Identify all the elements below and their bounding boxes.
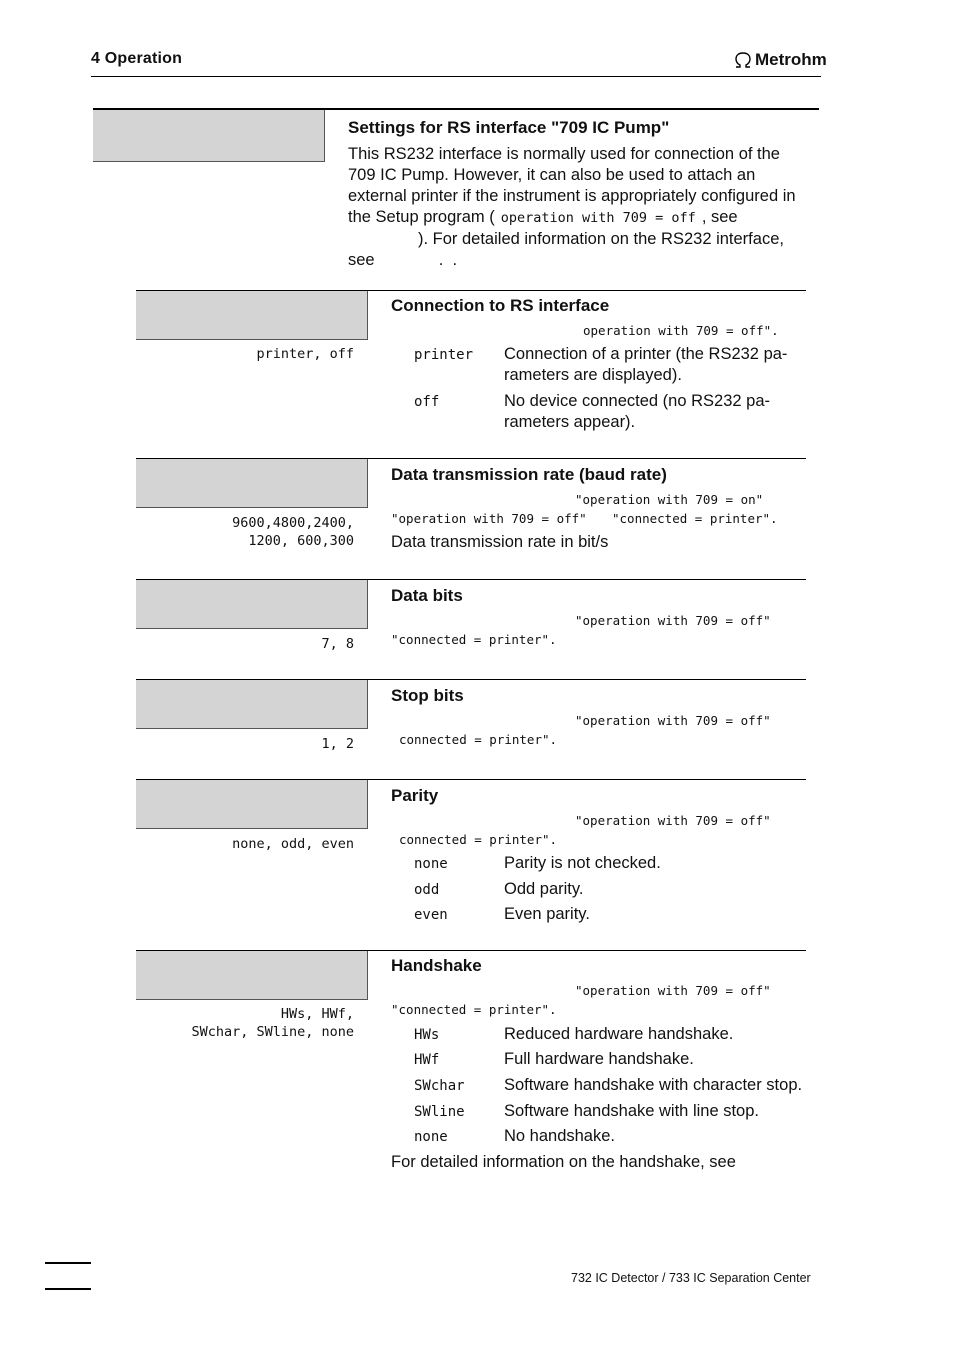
baud-condition: "operation with 709 = off": [391, 511, 587, 526]
option-desc-line: Connection of a printer (the RS232 pa-: [504, 345, 788, 363]
brand-name: Metrohm: [755, 50, 827, 69]
option-description: Software handshake with character stop.: [504, 1076, 803, 1094]
header-rule: [91, 76, 821, 77]
handshake-values-line: SWchar, SWline, none: [191, 1024, 354, 1040]
databits-values: 7, 8: [321, 636, 354, 652]
connection-values: printer, off: [256, 346, 354, 362]
intro-body: [348, 144, 818, 271]
stopbits-condition: "operation with 709 = off": [575, 713, 771, 728]
intro-line-text: the Setup program (: [348, 208, 495, 226]
connection-title: Connection to RS interface: [391, 296, 610, 315]
intro-label-box: [93, 110, 325, 162]
intro-line: This RS232 interface is normally used for connection of the: [348, 145, 780, 163]
baud-label-box: [136, 459, 368, 508]
option-code: SWline: [414, 1104, 465, 1120]
handshake-condition: "connected = printer".: [391, 1002, 557, 1017]
intro-line: ). For detailed information on the RS232 interface,: [418, 230, 784, 248]
parity-values: none, odd, even: [232, 836, 354, 852]
connection-label-box: [136, 291, 368, 340]
parity-condition: connected = printer".: [399, 832, 558, 847]
parity-condition: "operation with 709 = off": [575, 813, 771, 828]
handshake-condition: "operation with 709 = off": [575, 983, 771, 998]
baud-title: Data transmission rate (baud rate): [391, 465, 667, 484]
option-description: No handshake.: [504, 1127, 615, 1145]
databits-title: Data bits: [391, 586, 463, 605]
intro-line-text: , see: [701, 208, 738, 226]
option-description: Odd parity.: [504, 880, 584, 898]
databits-condition: "connected = printer".: [391, 632, 557, 647]
footer-rule-upper: [45, 1262, 91, 1264]
databits-condition: "operation with 709 = off": [575, 613, 771, 628]
intro-setup-code: operation with 709 = off: [500, 210, 696, 226]
stopbits-label-box: [136, 680, 368, 729]
footer-rule-lower: [45, 1288, 91, 1290]
stopbits-title: Stop bits: [391, 686, 464, 705]
databits-label-box: [136, 580, 368, 629]
handshake-label-box: [136, 951, 368, 1000]
stopbits-values: 1, 2: [321, 736, 354, 752]
handshake-values: [134, 1005, 354, 1041]
footer-product: 732 IC Detector / 733 IC Separation Center: [571, 1271, 811, 1285]
brand-logo: [733, 50, 827, 70]
baud-values: [134, 514, 354, 550]
option-code: none: [414, 856, 448, 872]
handshake-footnote: For detailed information on the handshake, see: [391, 1153, 736, 1171]
handshake-title: Handshake: [391, 956, 482, 975]
option-desc-line: No device connected (no RS232 pa-: [504, 392, 770, 410]
stopbits-condition: connected = printer".: [399, 732, 558, 747]
chapter-heading: 4 Operation: [91, 50, 183, 67]
baud-description: Data transmission rate in bit/s: [391, 533, 609, 551]
option-code: odd: [414, 882, 440, 898]
option-code: HWf: [414, 1052, 440, 1068]
option-description: [504, 344, 787, 386]
parity-title: Parity: [391, 786, 439, 805]
option-description: [504, 391, 770, 433]
option-code: none: [414, 1129, 448, 1145]
option-code: HWs: [414, 1027, 440, 1043]
omega-icon: [733, 51, 753, 69]
handshake-values-line: HWs, HWf,: [280, 1006, 354, 1022]
baud-values-line: 1200, 600,300: [248, 533, 354, 549]
parity-label-box: [136, 780, 368, 829]
option-code: printer: [414, 347, 474, 363]
option-description: Reduced hardware handshake.: [504, 1025, 734, 1043]
option-description: Software handshake with line stop.: [504, 1102, 759, 1120]
connection-condition: operation with 709 = off".: [583, 323, 779, 338]
baud-values-line: 9600,4800,2400,: [232, 515, 354, 531]
intro-line: [348, 207, 818, 229]
option-description: Even parity.: [504, 905, 590, 923]
intro-line: external printer if the instrument is appropriately configured in: [348, 187, 796, 205]
baud-condition: "operation with 709 = on": [575, 492, 764, 507]
option-description: Full hardware handshake.: [504, 1050, 694, 1068]
option-code: SWchar: [414, 1078, 465, 1094]
option-description: Parity is not checked.: [504, 854, 661, 872]
option-code: even: [414, 907, 448, 923]
option-code: off: [414, 394, 440, 410]
intro-line: 709 IC Pump. However, it can also be used to attach an: [348, 166, 756, 184]
option-desc-line: rameters are displayed).: [504, 366, 682, 384]
intro-line: see . .: [348, 251, 458, 269]
baud-condition: "connected = printer".: [612, 511, 778, 526]
option-desc-line: rameters appear).: [504, 413, 636, 431]
intro-title: Settings for RS interface "709 IC Pump": [348, 118, 670, 137]
